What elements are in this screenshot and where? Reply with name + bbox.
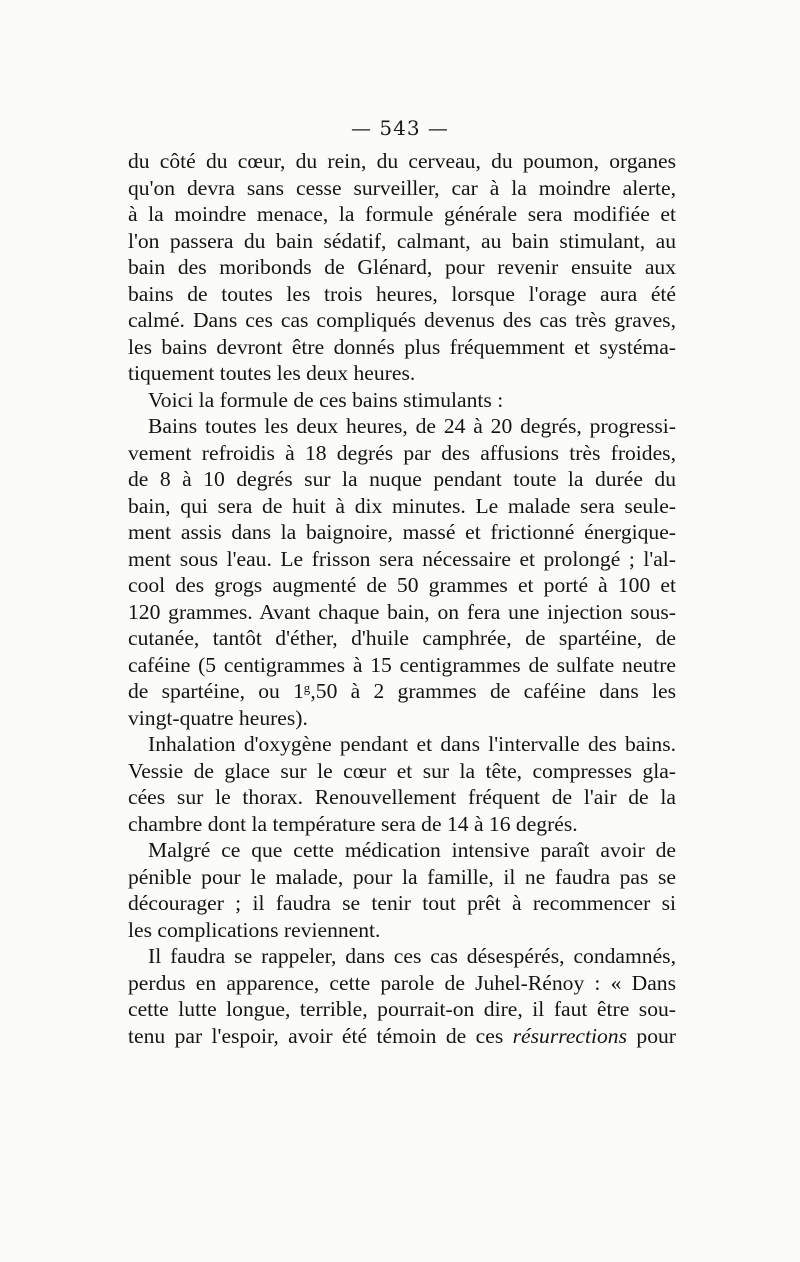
text-line: cette lutte longue, terrible, pourrait-on dire, il faut être sou-: [128, 997, 676, 1021]
text-line: cutanée, tantôt d'éther, d'huile camphrée, de spartéine, de: [128, 626, 676, 650]
text-line-final: [128, 1023, 676, 1050]
text-line: l'on passera du bain sédatif, calmant, au bain stimulant, au: [128, 228, 676, 253]
text-line: vement refroidis à 18 degrés par des affusions très froides,: [128, 440, 676, 465]
text-line: caféine (5 centigrammes à 15 centigrammes de sulfate neutre: [128, 652, 676, 677]
text-line: bains de toutes les trois heures, lorsque l'orage aura été: [128, 281, 676, 306]
text-line: calmé. Dans ces cas compliqués devenus des cas très graves,: [128, 308, 676, 332]
text-line: à la moindre menace, la formule générale sera modifiée et: [128, 202, 676, 226]
text-line: bain des moribonds de Glénard, pour revenir ensuite aux: [128, 255, 676, 279]
body-text: [128, 148, 676, 1049]
page-number: — 543 —: [351, 116, 449, 140]
text-line: chambre dont la température sera de 14 à 16 degrés.: [128, 811, 578, 836]
text-line: perdus en apparence, cette parole de Juhel-Rénoy : « Dans: [128, 970, 676, 995]
text-line: les bains devront être donnés plus fréquemment et systéma-: [128, 334, 676, 359]
text-line: vingt-quatre heures).: [128, 705, 308, 730]
text-line: cées sur le thorax. Renouvellement fréquent de l'air de la: [128, 785, 676, 809]
text-line: Bains toutes les deux heures, de 24 à 20 degrés, progressi-: [148, 414, 676, 438]
text-line: du côté du cœur, du rein, du cerveau, du poumon, organes: [128, 149, 676, 173]
text-line-lead: tenu par l'espoir, avoir été témoin de ces: [128, 1023, 513, 1048]
italic-word: résurrections: [512, 1023, 627, 1048]
text-line: Malgré ce que cette médication intensive paraît avoir de: [148, 838, 676, 862]
text-line: ment assis dans la baignoire, massé et frictionné énergique-: [128, 520, 676, 544]
text-line: tiquement toutes les deux heures.: [128, 361, 416, 385]
text-line: bain, qui sera de huit à dix minutes. Le malade sera seule-: [128, 493, 676, 518]
text-line: cool des grogs augmenté de 50 grammes et porté à 100 et: [128, 573, 676, 597]
text-line: Voici la formule de ces bains stimulants :: [148, 387, 504, 412]
text-line: qu'on devra sans cesse surveiller, car à la moindre alerte,: [128, 175, 676, 200]
text-line: Inhalation d'oxygène pendant et dans l'intervalle des bains.: [148, 732, 676, 756]
text-line: pénible pour le malade, pour la famille, il ne faudra pas se: [128, 864, 676, 889]
text-line: les complications reviennent.: [128, 917, 381, 942]
text-line: de 8 à 10 degrés sur la nuque pendant toute la durée du: [128, 467, 676, 491]
text-line: décourager ; il faudra se tenir tout prêt à recommencer si: [128, 891, 676, 915]
text-line: 120 grammes. Avant chaque bain, on fera une injection sous-: [128, 599, 676, 624]
text-line: ment sous l'eau. Le frisson sera nécessaire et prolongé ; l'al-: [128, 546, 676, 571]
text-line-tail: pour: [627, 1023, 676, 1048]
text-line: Il faudra se rappeler, dans ces cas désespérés, condamnés,: [148, 944, 676, 968]
text-line: Vessie de glace sur le cœur et sur la tête, compresses gla-: [128, 758, 676, 783]
text-line: de spartéine, ou 1ᵍ,50 à 2 grammes de caféine dans les: [128, 679, 676, 703]
